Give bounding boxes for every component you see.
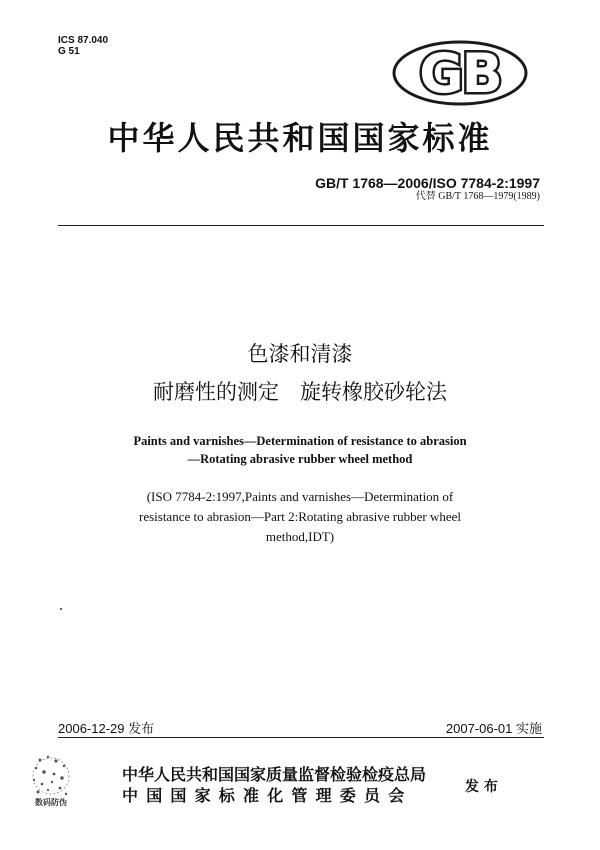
standard-code-block	[315, 175, 540, 203]
iso-note-line-3: method,IDT)	[265, 529, 335, 544]
issue-label: 发 布	[465, 779, 498, 795]
implementation-date: 2007-06-01 实施	[445, 721, 542, 736]
standard-title: 中华人民共和国国家标准	[107, 119, 493, 157]
english-title-line-2: —Rotating abrasive rubber wheel method	[187, 452, 413, 466]
classification-codes	[58, 35, 108, 57]
replaces-note: 代替 GB/T 1768—1979(1989)	[415, 191, 540, 202]
issue-date: 2006-12-29 发布	[58, 721, 155, 736]
top-divider	[58, 225, 544, 226]
chinese-title-line-1: 色漆和清漆	[247, 342, 353, 366]
standard-number: GB/T 1768—2006/ISO 7784-2:1997	[315, 175, 540, 191]
bottom-divider	[58, 737, 544, 738]
anti-counterfeit-seal	[26, 752, 76, 810]
ccs-code: G 51	[58, 46, 80, 57]
iso-note-line-2: resistance to abrasion—Part 2:Rotating abrasive rubber wheel	[138, 509, 461, 524]
issuer-line-1: 中华人民共和国国家质量监督检验检疫总局	[122, 765, 427, 784]
stray-dot	[60, 608, 62, 610]
chinese-title-line-2: 耐磨性的测定 旋转橡胶砂轮法	[153, 380, 447, 404]
ics-code: ICS 87.040	[58, 35, 109, 46]
gb-logo	[392, 40, 528, 106]
issuer-line-2: 中国国家标准化管理委员会	[122, 786, 413, 805]
gb-logo-text: GB	[419, 42, 501, 105]
english-title-line-1: Paints and varnishes—Determination of resistance to abrasion	[133, 434, 467, 448]
iso-note-line-1: (ISO 7784-2:1997,Paints and varnishes—Determination of	[146, 489, 454, 504]
seal-text: 数码防伪	[35, 798, 67, 807]
